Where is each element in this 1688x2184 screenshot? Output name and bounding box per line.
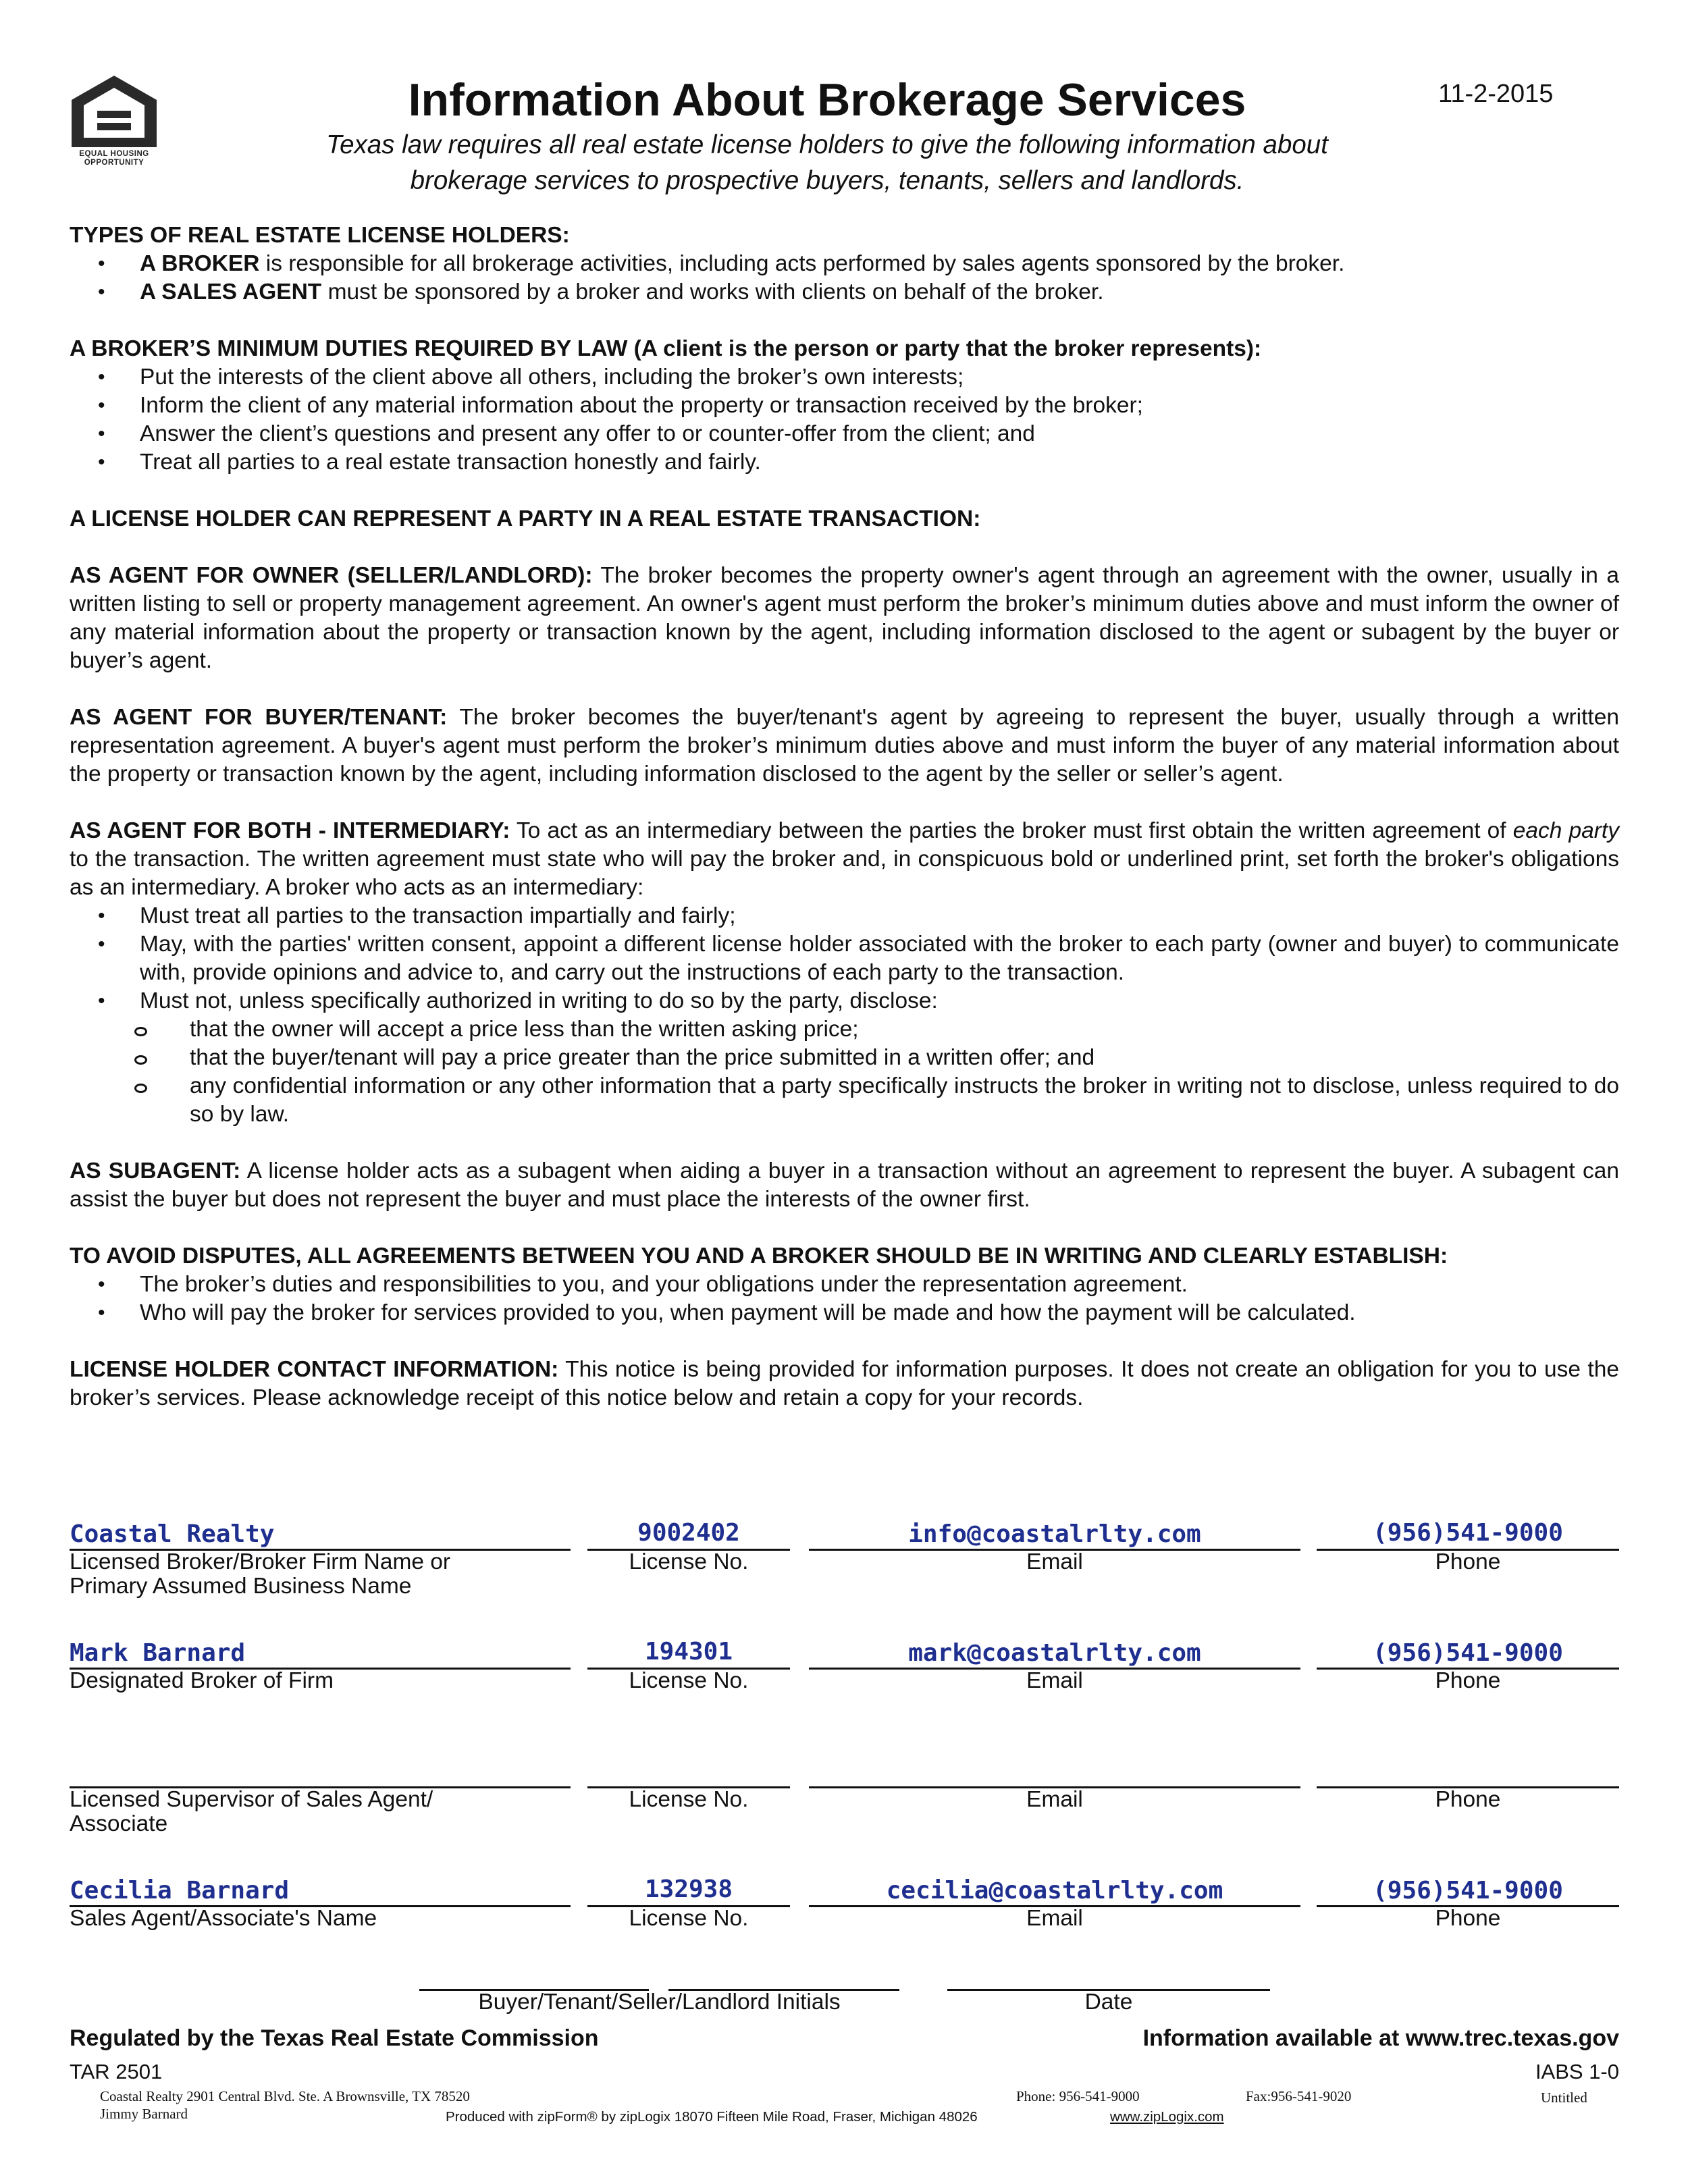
license-label: License No. xyxy=(629,1906,749,1931)
intermediary-list xyxy=(70,902,1619,1015)
disputes-heading: TO AVOID DISPUTES, ALL AGREEMENTS BETWEEN YOU AND A BROKER SHOULD BE IN WRITING AND CLEARLY ESTABLISH: xyxy=(70,1244,1448,1269)
sales-agent-license-field[interactable]: 132938 xyxy=(644,1875,733,1903)
buyer-agent-paragraph xyxy=(70,703,1619,789)
email-label: Email xyxy=(1026,1787,1083,1812)
contact-info-term: LICENSE HOLDER CONTACT INFORMATION: xyxy=(70,1357,559,1382)
license-label: License No. xyxy=(629,1549,749,1574)
duties-list xyxy=(70,363,1619,477)
subtitle-line-2: brokerage services to prospective buyers, tenants, sellers and landlords. xyxy=(410,166,1244,195)
designated-broker-name-field[interactable]: Mark Barnard xyxy=(70,1639,246,1667)
list-item: • Who will pay the broker for services provided to you, when payment will be made and how the payment will be calculated. xyxy=(70,1299,1619,1327)
list-item: • Answer the client’s questions and present any offer to or counter-offer from the client; and xyxy=(70,420,1619,448)
disclosure-sublist xyxy=(70,1015,1619,1129)
broker-email-field[interactable]: info@coastalrlty.com xyxy=(908,1520,1201,1548)
buyer-agent-term: AS AGENT FOR BUYER/TENANT: xyxy=(70,705,448,730)
designated-broker-email-field[interactable]: mark@coastalrlty.com xyxy=(908,1639,1201,1667)
sub-list-item: that the buyer/tenant will pay a price greater than the price submitted in a written offer; and xyxy=(70,1044,1619,1072)
owner-agent-paragraph xyxy=(70,562,1619,675)
logo-caption: EQUAL HOUSING OPPORTUNITY xyxy=(79,150,149,167)
intermediary-italic: each party xyxy=(1512,818,1619,843)
list-item xyxy=(70,278,1619,307)
sales-agent-label: Sales Agent/Associate's Name xyxy=(70,1906,377,1931)
duties-heading: A BROKER’S MINIMUM DUTIES REQUIRED BY LAW (A client is the person or party that the broker represents): xyxy=(70,336,1262,361)
label-line: Associate xyxy=(70,1811,168,1836)
subtitle-line-1: Texas law requires all real estate license holders to give the following information about xyxy=(326,130,1328,159)
owner-agent-text: The broker becomes the property owner's agent through an agreement with the owner, usually in a written listing to sell or property management agreement. An owner's agent must perform the broker’s minimum duties above and must inform the owner of any material information about the property or transaction known by the agent, including information disclosed to the agent or subagent by the buyer or buyer’s agent. xyxy=(70,563,1619,673)
agent-name: Jimmy Barnard xyxy=(100,2106,188,2122)
form-version: IABS 1-0 xyxy=(1535,2060,1619,2083)
types-list xyxy=(70,250,1619,307)
list-item: • Must not, unless specifically authorized in writing to do so by the party, disclose: xyxy=(70,987,1619,1015)
subtitle xyxy=(223,127,1431,198)
list-item: • May, with the parties' written consent, appoint a different license holder associated with the broker to each party (owner and buyer) to communicate with, provide opinions and advice to, and carry out the instructions of each party to the transaction. xyxy=(70,930,1619,987)
email-label: Email xyxy=(1026,1668,1083,1693)
form-date: 11-2-2015 xyxy=(1438,80,1554,108)
broker-name-field[interactable]: Coastal Realty xyxy=(70,1520,275,1548)
list-item: • Must treat all parties to the transaction impartially and fairly; xyxy=(70,902,1619,930)
intermediary-text-1: To act as an intermediary between the parties the broker must first obtain the written agreement of xyxy=(510,818,1513,843)
contact-info-paragraph xyxy=(70,1356,1619,1412)
phone-label: Phone xyxy=(1435,1668,1501,1693)
subagent-text: A license holder acts as a subagent when aiding a buyer in a transaction without an agreement to represent the buyer. A subagent can assist the buyer but does not represent the buyer and must place the interests of the owner first. xyxy=(70,1158,1619,1212)
email-label: Email xyxy=(1026,1906,1083,1931)
sub-list-item: that the owner will accept a price less than the written asking price; xyxy=(70,1015,1619,1044)
label-line: Primary Assumed Business Name xyxy=(70,1574,412,1599)
list-item: • Treat all parties to a real estate transaction honestly and fairly. xyxy=(70,448,1619,477)
label-line: Licensed Broker/Broker Firm Name or xyxy=(70,1549,451,1574)
contact-info-text: This notice is being provided for information purposes. It does not create an obligation for you to use the broker’s services. Please acknowledge receipt of this notice below and retain a copy for your records. xyxy=(70,1357,1619,1410)
owner-agent-term: AS AGENT FOR OWNER (SELLER/LANDLORD): xyxy=(70,563,593,588)
license-label: License No. xyxy=(629,1668,749,1693)
intermediary-paragraph xyxy=(70,817,1619,902)
represent-heading: A LICENSE HOLDER CAN REPRESENT A PARTY IN A REAL ESTATE TRANSACTION: xyxy=(70,506,981,531)
sub-list-item: any confidential information or any other information that a party specifically instructs the broker in writing not to disclose, unless required to do so by law. xyxy=(70,1072,1619,1129)
broker-phone-field[interactable]: (956)541-9000 xyxy=(1373,1519,1563,1547)
document-name: Untitled xyxy=(1541,2089,1587,2106)
sales-agent-name-field[interactable]: Cecilia Barnard xyxy=(70,1877,290,1905)
designated-broker-phone-field[interactable]: (956)541-9000 xyxy=(1373,1639,1563,1667)
page-title: Information About Brokerage Services xyxy=(408,74,1246,126)
phone-label: Phone xyxy=(1435,1549,1501,1574)
intermediary-text-2: to the transaction. The written agreement must state who will pay the broker and, in conspicuous bold or underlined print, set forth the broker's obligations as an intermediary. A broker who acts as an intermediary: xyxy=(70,847,1619,900)
initials-label: Buyer/Tenant/Seller/Landlord Initials xyxy=(478,1990,841,2015)
sales-agent-definition: must be sponsored by a broker and works with clients on behalf of the broker. xyxy=(321,279,1104,304)
email-label: Email xyxy=(1026,1549,1083,1574)
notice-body xyxy=(70,221,1619,1412)
subagent-term: AS SUBAGENT: xyxy=(70,1158,241,1183)
broker-name-label xyxy=(70,1550,571,1599)
sales-agent-term: A SALES AGENT xyxy=(140,279,322,304)
form-number: TAR 2501 xyxy=(70,2060,163,2083)
produced-with: Produced with zipForm® by zipLogix 18070 Fifteen Mile Road, Fraser, Michigan 48026 xyxy=(446,2109,978,2125)
equal-housing-logo xyxy=(69,73,159,171)
label-line: Licensed Supervisor of Sales Agent/ xyxy=(70,1787,433,1812)
date-label: Date xyxy=(1084,1990,1133,2015)
supervisor-label xyxy=(70,1788,571,1836)
list-item: • Put the interests of the client above all others, including the broker’s own interests; xyxy=(70,363,1619,392)
trec-info: Information available at www.trec.texas.gov xyxy=(1142,2025,1619,2051)
broker-definition: is responsible for all brokerage activities, including acts performed by sales agents sponsored by the broker. xyxy=(259,251,1345,276)
phone-label: Phone xyxy=(1435,1787,1501,1812)
equal-housing-icon xyxy=(69,73,159,149)
disputes-list xyxy=(70,1271,1619,1327)
license-label: License No. xyxy=(629,1787,749,1812)
sales-agent-phone-field[interactable]: (956)541-9000 xyxy=(1373,1877,1563,1905)
buyer-agent-text: The broker becomes the buyer/tenant's agent by agreeing to represent the buyer, usually through a written representation agreement. A buyer's agent must perform the broker’s minimum duties above and must inform the buyer of any material information about the property or transaction known by the agent, including information disclosed to the agent by the seller or seller’s agent. xyxy=(70,705,1620,787)
office-phone: Phone: 956-541-9000 xyxy=(1016,2088,1140,2104)
regulated-by: Regulated by the Texas Real Estate Commission xyxy=(70,2025,599,2051)
subagent-paragraph xyxy=(70,1157,1619,1214)
office-address: Coastal Realty 2901 Central Blvd. Ste. A Brownsville, TX 78520 xyxy=(100,2088,470,2104)
types-heading: TYPES OF REAL ESTATE LICENSE HOLDERS: xyxy=(70,223,570,248)
broker-license-field[interactable]: 9002402 xyxy=(637,1519,740,1547)
list-item: • The broker’s duties and responsibilities to you, and your obligations under the representation agreement. xyxy=(70,1271,1619,1299)
intermediary-term: AS AGENT FOR BOTH - INTERMEDIARY: xyxy=(70,818,510,843)
list-item: • Inform the client of any material information about the property or transaction received by the broker; xyxy=(70,392,1619,420)
designated-broker-label: Designated Broker of Firm xyxy=(70,1668,334,1693)
designated-broker-license-field[interactable]: 194301 xyxy=(644,1638,733,1666)
sales-agent-email-field[interactable]: cecilia@coastalrlty.com xyxy=(886,1877,1223,1905)
office-fax: Fax:956-541-9020 xyxy=(1246,2088,1352,2104)
broker-term: A BROKER xyxy=(140,251,260,276)
list-item xyxy=(70,250,1619,278)
phone-label: Phone xyxy=(1435,1906,1501,1931)
ziplogix-link[interactable]: www.zipLogix.com xyxy=(1110,2109,1224,2125)
